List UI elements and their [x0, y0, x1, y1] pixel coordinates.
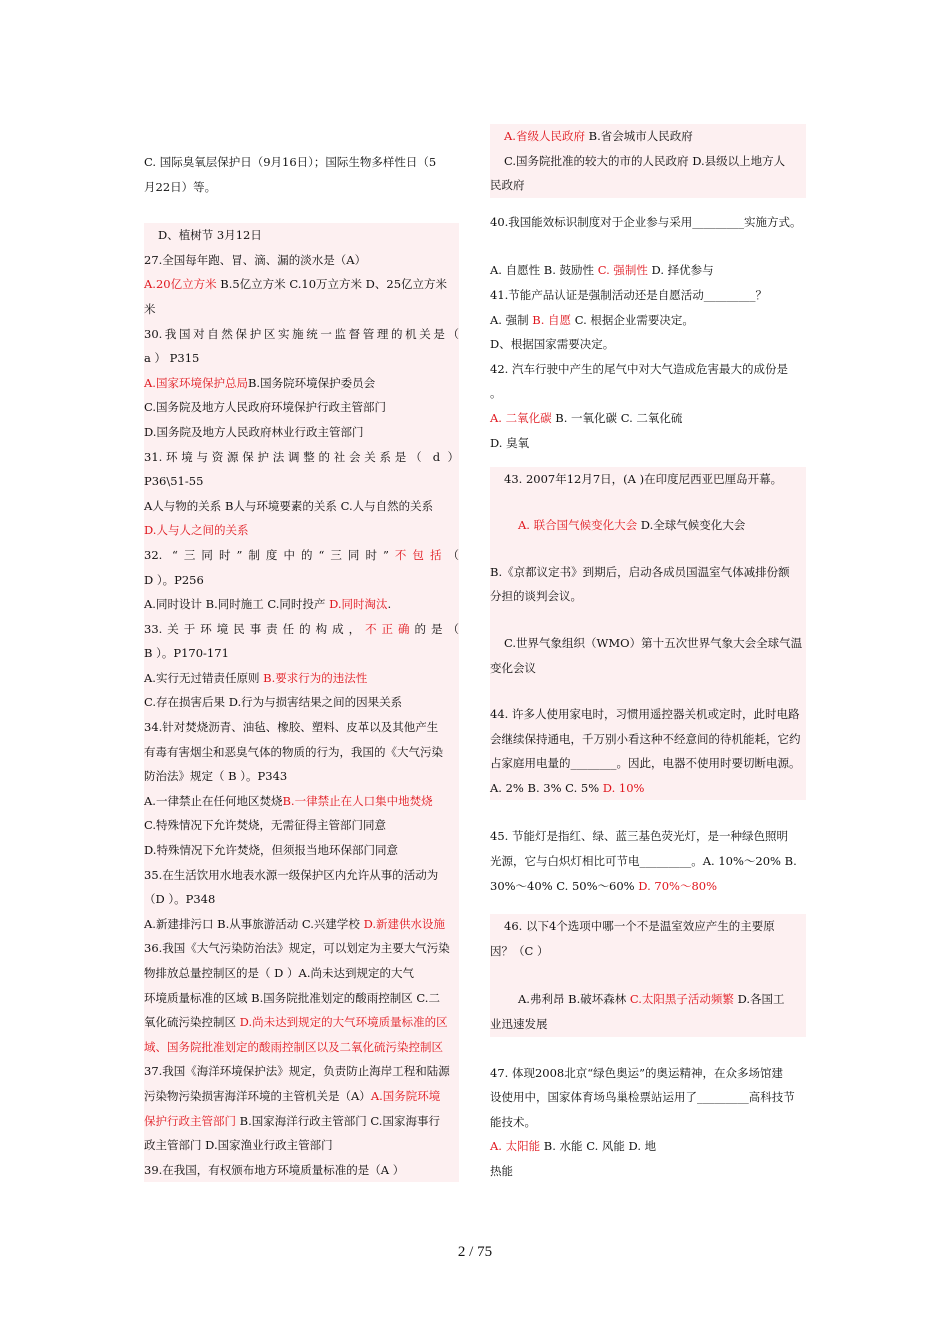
line: 有毒有害烟尘和恶臭气体的物质的行为，我国的《大气污染 [144, 744, 443, 759]
question-33 [144, 617, 459, 642]
answer: C. 强制性 [597, 263, 648, 278]
line [144, 666, 459, 691]
line: 业迅速发展 [490, 1017, 548, 1032]
line: C.特殊情况下允许焚烧，无需征得主管部门同意 [144, 818, 387, 833]
line: 防治法》规定（ B ）。P343 [144, 769, 288, 784]
emphasis: 不正确 [365, 621, 415, 636]
line [144, 1084, 459, 1109]
question-44: 44. 许多人使用家电时，习惯用遥控器关机或定时，此时电路 [490, 707, 800, 722]
options: B.省会城市人民政府 [584, 129, 693, 143]
line: 米 [144, 301, 156, 316]
answer: A.20亿立方米 [144, 277, 217, 292]
line: a ） P315 [144, 351, 200, 366]
answer: C.太阳黑子活动频繁 [629, 992, 734, 1007]
spacer [490, 198, 806, 210]
line: C.世界气象组织（WMO）第十五次世界气象大会全球气温 [504, 635, 803, 650]
line: 环境质量标准的区域 B.国务院批准划定的酸雨控制区 C.二 [144, 990, 440, 1005]
question-31: 31.环境与资源保护法调整的社会关系是（ d ） [144, 449, 459, 464]
options: B. 水能 C. 风能 D. 地 [540, 1139, 657, 1154]
line: 民政府 [490, 178, 525, 193]
line [490, 1134, 806, 1159]
line [144, 789, 459, 814]
line [144, 272, 459, 297]
options: D.全球气候变化大会 [637, 518, 746, 533]
line [144, 592, 459, 617]
line [490, 406, 806, 431]
options: A. 2% B. 3% C. 5% [490, 780, 603, 795]
answer: D.尚未达到规定的大气环境质量标准的区 [239, 1015, 448, 1030]
line [490, 124, 806, 149]
spacer [490, 800, 806, 824]
answer: A.省级人民政府 [504, 129, 585, 143]
line: D.国务院及地方人民政府林业行政主管部门 [144, 424, 364, 439]
question-37: 37.我国《海洋环境保护法》规定，负责防止海岸工程和陆源 [144, 1064, 450, 1079]
answer: A. 太阳能 [490, 1139, 541, 1154]
line: C. 国际臭氧层保护日（9月16日）；国际生物多样性日（5 [144, 155, 437, 169]
question-45: 45. 节能灯是指红、绿、蓝三基色荧光灯，是一种绿色照明 [490, 829, 788, 844]
text: 33.关于环境民事责任的构成， [144, 621, 366, 636]
line: 因？（C ） [490, 943, 549, 958]
question-43: 43. 2007年12月7日，(A )在印度尼西亚巴厘岛开幕。 [504, 472, 783, 487]
spacer [490, 455, 806, 467]
text: 污染物污染损害海洋环境的主管机关是（A） [144, 1088, 371, 1103]
line [490, 987, 806, 1012]
question-41: 41.节能产品认证是强制活动还是自愿活动_________？ [490, 287, 768, 302]
answer: A. 联合国气候变化大会 [518, 518, 638, 533]
line: P36\51-55 [144, 474, 204, 489]
text: （ [447, 547, 459, 562]
line [144, 371, 459, 396]
line: 能技术。 [490, 1114, 536, 1129]
line: 会继续保持通电，千万别小看这种不经意间的待机能耗，它约 [490, 731, 801, 746]
answer: D. 10% [602, 780, 645, 795]
spacer [490, 538, 806, 560]
options: D. 择优参与 [647, 263, 714, 278]
spacer [490, 898, 806, 914]
options: B.国家海洋行政主管部门 C.国家海事行 [236, 1113, 440, 1128]
answer: B. 自愿 [532, 312, 572, 327]
right-column [490, 124, 806, 1184]
answer: D. 70%～80% [638, 878, 718, 893]
spacer [490, 1037, 806, 1061]
line: B ）。P170-171 [144, 646, 229, 661]
answer: A. 二氧化碳 [490, 410, 552, 425]
answer: 保护行政主管部门 [144, 1113, 236, 1128]
line: C.存在损害后果 D.行为与损害结果之间的因果关系 [144, 695, 403, 710]
line: 分担的谈判会议。 [490, 589, 582, 604]
question-34: 34.针对焚烧沥青、油毡、橡胶、塑料、皮革以及其他产生 [144, 720, 439, 735]
question-35: 35.在生活饮用水地表水源一级保护区内允许从事的活动为 [144, 867, 439, 882]
shaded-block [490, 914, 806, 1036]
question-30: 30.我国对自然保护区实施统一监督管理的机关是（ [144, 326, 459, 341]
line: D、根据国家需要决定。 [490, 337, 615, 352]
answer: 域、国务院批准划定的酸雨控制区以及二氧化硫污染控制区 [144, 1039, 443, 1054]
spacer [490, 680, 806, 702]
line: D ）。P256 [144, 572, 204, 587]
line: A人与物的关系 B人与环境要素的关系 C.人与自然的关系 [144, 498, 434, 513]
options: A.一律禁止在任何地区焚烧 [144, 793, 283, 808]
line: （D ）。P348 [144, 892, 216, 907]
spacer [490, 963, 806, 987]
line [144, 1109, 459, 1134]
answer: B.要求行为的违法性 [263, 670, 368, 685]
spacer [144, 199, 459, 223]
line [144, 1010, 459, 1035]
options: A. 自愿性 B. 鼓励性 [490, 263, 598, 278]
line: 月22日）等。 [144, 179, 217, 194]
options: A. 强制 [490, 312, 533, 327]
options: A.实行无过错责任原则 [144, 670, 264, 685]
line [490, 874, 806, 899]
line [144, 912, 459, 937]
options: D.各国工 [733, 992, 785, 1007]
options: 30%～40% C. 50%～60% [490, 878, 639, 893]
options: 氧化硫污染控制区 [144, 1015, 240, 1030]
shaded-block [144, 223, 459, 1182]
text: 32. “三同时”制度中的“三同时” [144, 547, 389, 562]
line: 热能 [490, 1164, 513, 1178]
answer: D.人与人之间的关系 [144, 523, 249, 538]
line: 占家庭用电量的________。因此，电器不使用时要切断电源。 [490, 756, 801, 771]
line [490, 308, 806, 333]
line: C.国务院及地方人民政府环境保护行政主管部门 [144, 400, 387, 415]
emphasis: 不包括 [388, 547, 448, 562]
options: A.新建排污口 B.从事旅游活动 C.兴建学校 [144, 916, 364, 931]
question-32 [144, 543, 459, 568]
line [490, 776, 806, 801]
line: D.特殊情况下允许焚烧，但须报当地环保部门同意 [144, 843, 398, 858]
question-36: 36.我国《大气污染防治法》规定，可以划定为主要大气污染 [144, 941, 450, 956]
question-46: 46. 以下4个选项中哪一个不是温室效应产生的主要原 [504, 919, 775, 934]
question-42: 42. 汽车行驶中产生的尾气中对大气造成危害最大的成份是 [490, 361, 788, 376]
options: B. 一氧化碳 C. 二氧化硫 [551, 410, 683, 425]
answer: A.国务院环境 [370, 1088, 441, 1103]
spacer [490, 491, 806, 513]
line: 设使用中，国家体育场鸟巢检票站运用了_________高科技节 [490, 1090, 795, 1105]
answer: D.新建供水设施 [363, 916, 446, 931]
shaded-block [490, 124, 806, 198]
spacer [490, 609, 806, 631]
line: 物排放总量控制区的是（ D ）A.尚未达到规定的大气 [144, 966, 414, 980]
text: . [387, 597, 392, 612]
answer: B.一律禁止在人口集中地焚烧 [282, 793, 433, 808]
spacer [490, 234, 806, 258]
line: 政主管部门 D.国家渔业行政主管部门 [144, 1138, 333, 1153]
line: D. 臭氧 [490, 435, 530, 450]
options: B.国务院环境保护委员会 [247, 375, 376, 390]
line: B.《京都议定书》到期后，启动各成员国温室气体减排份额 [490, 564, 790, 579]
line: C.国务院批准的较大的市的人民政府 D.县级以上地方人 [504, 153, 786, 168]
line: D、植树节 3月12日 [158, 228, 262, 243]
options: C. 根据企业需要决定。 [571, 312, 694, 327]
options: A.同时设计 B.同时施工 C.同时投产 [144, 597, 330, 612]
line: 。 [490, 386, 502, 401]
page-number: 2 / 75 [457, 1244, 493, 1260]
question-39: 39.在我国，有权颁布地方环境质量标准的是（A ） [144, 1162, 405, 1177]
question-27: 27.全国每年跑、冒、滴、漏的淡水是（A） [144, 252, 367, 267]
answer: A.国家环境保护总局 [144, 375, 248, 390]
options: B.5亿立方米 C.10万立方米 D、25亿立方米 [216, 277, 448, 292]
left-column [144, 150, 459, 1182]
line: 光源，它与白炽灯相比可节电_________。A. 10%～20% B. [490, 854, 797, 869]
line [490, 513, 806, 538]
question-40: 40.我国能效标识制度对于企业参与采用_________实施方式。 [490, 214, 802, 229]
shaded-block [490, 467, 806, 800]
answer: D.同时淘汰 [329, 597, 388, 612]
text: 的是（ [414, 621, 459, 636]
line: 变化会议 [490, 660, 536, 675]
line [490, 258, 806, 283]
question-47: 47. 体现2008北京“绿色奥运”的奥运精神，在众多场馆建 [490, 1065, 783, 1080]
options: A.弗利昂 B.破坏森林 [518, 992, 630, 1007]
